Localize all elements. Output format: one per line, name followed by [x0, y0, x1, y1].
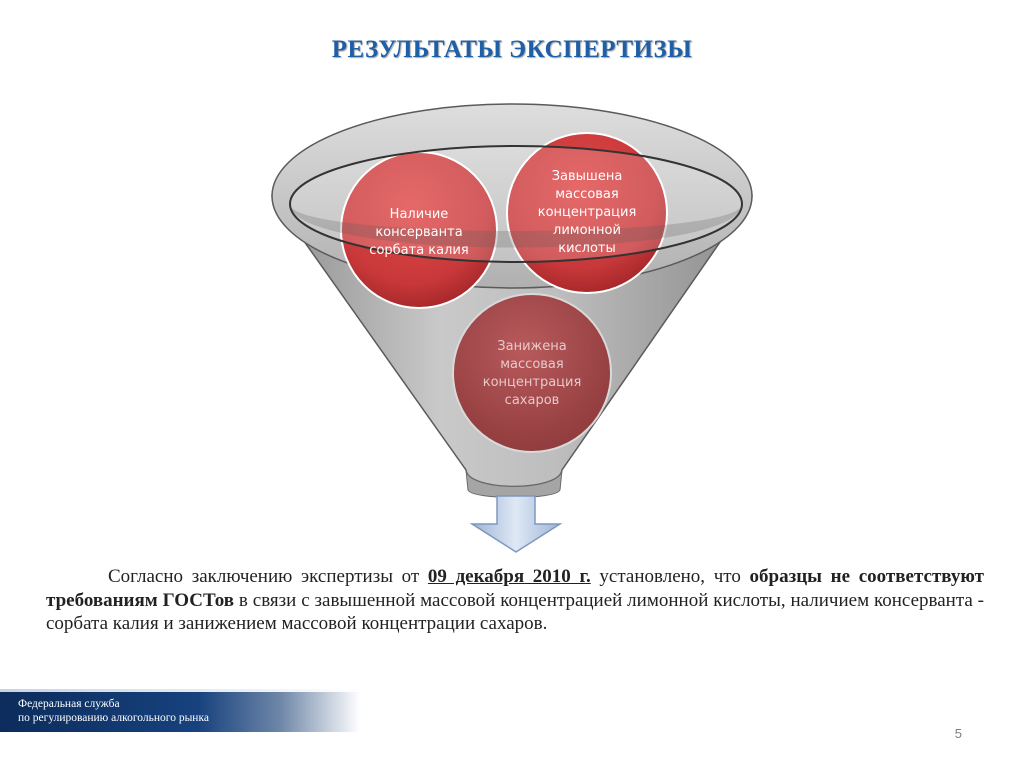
footer-org-name: [18, 697, 209, 725]
circle-label-citric-acid: Завышена массовая концентрация лимонной кислоты: [537, 169, 637, 256]
circle-label-preservative: Наличие консерванта сорбата калия: [369, 207, 469, 258]
circle-label-sugars: Занижена массовая концентрация сахаров: [482, 339, 582, 408]
conclusion-rest: в связи с завышенной массовой концентрацией лимонной кислоты, наличием консерванта - сорбата калия и занижением массовой концентрации сахаров.: [46, 589, 984, 634]
conclusion-intro: Согласно заключению экспертизы от: [108, 566, 428, 587]
conclusion-paragraph: [46, 565, 984, 636]
footer-org-line1: Федеральная служба: [18, 698, 120, 710]
conclusion-middle: установлено, что: [590, 566, 750, 587]
conclusion-emphasis: образцы не соответствуют требованиям ГОСТов: [46, 566, 984, 611]
down-arrow-icon: [472, 496, 560, 552]
conclusion-date: 09 декабря 2010 г.: [427, 566, 591, 587]
page-number: 5: [954, 726, 962, 741]
page-title: РЕЗУЛЬТАТЫ ЭКСПЕРТИЗЫ: [331, 36, 693, 63]
footer-org-line2: по регулированию алкогольного рынка: [18, 712, 209, 724]
